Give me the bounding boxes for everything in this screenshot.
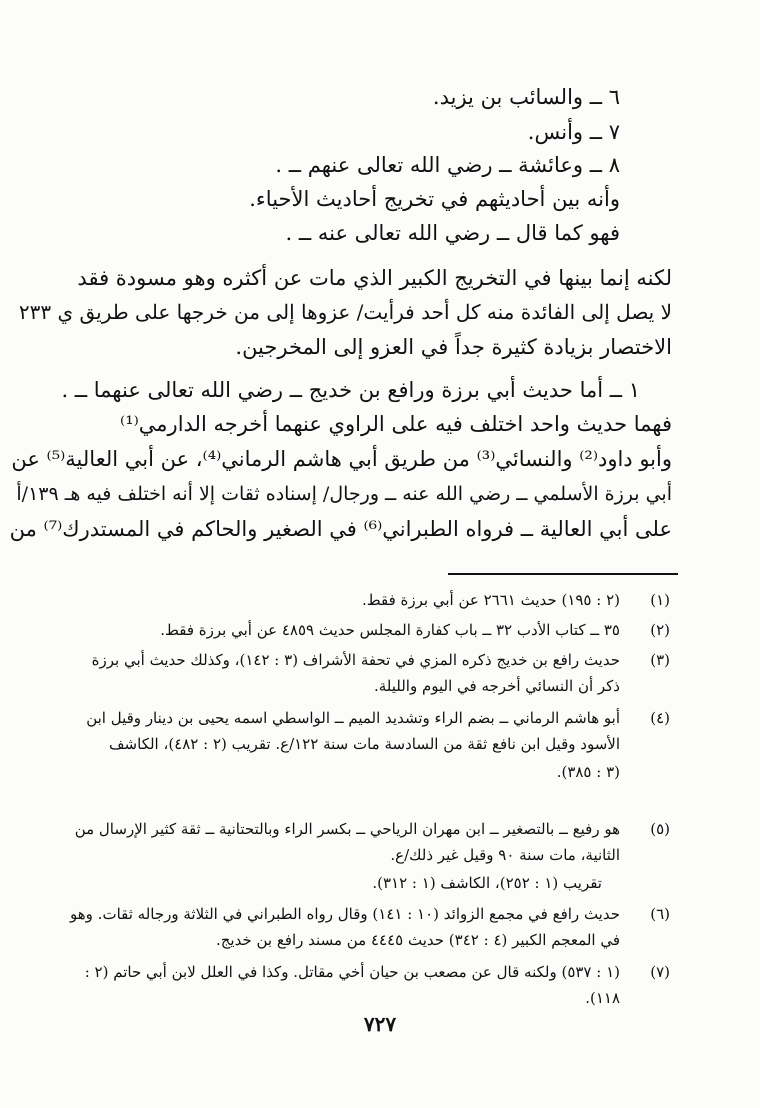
intro-item-7: ٧ ــ وأنس.	[527, 120, 620, 144]
footnote-text: حديث رافع بن خديج ذكره المزي في تحفة الأشراف (٣ : ١٤٢)، وكذلك حديث أبي برزة	[91, 651, 620, 669]
footnote-number: (١)	[650, 591, 670, 609]
intro-quote: فهو كما قال ــ رضي الله تعالى عنه ــ .	[285, 221, 620, 245]
footnote-text: (٣ : ٣٨٥).	[556, 763, 620, 781]
paragraph2-line: وأبو داود⁽²⁾ والنسائي⁽³⁾ من طريق أبي هاشم الرماني⁽⁴⁾، عن أبي العالية⁽⁵⁾ عن	[11, 447, 672, 471]
intro-item-8: ٨ ــ وعائشة ــ رضي الله تعالى عنهم ــ .	[275, 153, 620, 177]
paragraph1-line: الاختصار بزيادة كثيرة جداً في العزو إلى المخرجين.	[235, 335, 672, 359]
footnote-number: (٣)	[650, 651, 670, 669]
intro-statement: وأنه بين أحاديثهم في تخريج أحاديث الأحياء.	[249, 187, 620, 211]
footnote-text: هو رفيع ــ بالتصغير ــ ابن مهران الرياحي ــ بكسر الراء وبالتحتانية ــ ثقة كثير الإرسال من	[74, 820, 620, 838]
paragraph1-line: لكنه إنما بينها في التخريج الكبير الذي مات عن أكثره وهو مسودة فقد	[77, 266, 672, 290]
paragraph2-line: فهما حديث واحد اختلف فيه على الراوي عنهما أخرجه الدارمي⁽¹⁾	[120, 412, 672, 436]
footnote-number: (٢)	[650, 621, 670, 639]
footnote-text: حديث رافع في مجمع الزوائد (١٠ : ١٤١) وقال رواه الطبراني في الثلاثة ورجاله ثقات. وهو	[70, 905, 620, 923]
footnote-text: الثانية، مات سنة ٩٠ وقيل غير ذلك/ع.	[390, 846, 620, 864]
paragraph2-line: أبي برزة الأسلمي ــ رضي الله عنه ــ ورجال/ إسناده ثقات إلا أنه اختلف فيه هـ ١٣٩/أ	[16, 483, 672, 505]
paragraph2-heading: ١ ــ أما حديث أبي برزة ورافع بن خديج ــ رضي الله تعالى عنهما ــ .	[61, 378, 640, 402]
footnote-text: تقريب (١ : ٢٥٢)، الكاشف (١ : ٣١٢).	[372, 874, 602, 892]
footnote-text: ذكر أن النسائي أخرجه في اليوم والليلة.	[373, 677, 620, 695]
footnote-text: ٣٥ ــ كتاب الأدب ٣٢ ــ باب كفارة المجلس حديث ٤٨٥٩ عن أبي برزة فقط.	[160, 621, 620, 639]
paragraph2-line: على أبي العالية ــ فرواه الطبراني⁽⁶⁾ في الصغير والحاكم في المستدرك⁽⁷⁾ من	[9, 517, 672, 541]
footnote-text: ١١٨).	[585, 989, 620, 1007]
footnote-text: (١ : ٥٣٧) ولكنه قال عن مصعب بن حيان أخي مقاتل. وكذا في العلل لابن أبي حاتم (٢ :	[84, 963, 620, 981]
footnote-text: (٢ : ١٩٥) حديث ٢٦٦١ عن أبي برزة فقط.	[362, 591, 620, 609]
footnote-number: (٧)	[650, 963, 670, 981]
footnote-text: الأسود وقيل ابن نافع ثقة من السادسة مات سنة ١٢٢/ع. تقريب (٢ : ٤٨٢)، الكاشف	[109, 735, 620, 753]
intro-item-6: ٦ ــ والسائب بن يزيد.	[432, 85, 620, 109]
paragraph1-line: لا يصل إلى الفائدة منه كل أحد فرأيت/ عزوها إلى من خرجها على طريق ي ٢٣٣	[18, 300, 672, 324]
footnote-text: أبو هاشم الرماني ــ بضم الراء وتشديد الميم ــ الواسطي اسمه يحيى بن دينار وقيل ابن	[86, 709, 620, 727]
footnote-number: (٦)	[650, 905, 670, 923]
footnote-text: في المعجم الكبير (٤ : ٣٤٢) حديث ٤٤٤٥ من مسند رافع بن خديج.	[215, 931, 620, 949]
footnote-number: (٥)	[650, 820, 670, 838]
footnote-number: (٤)	[650, 709, 670, 727]
page-number: ٧٢٧	[363, 1012, 397, 1036]
footnote-separator	[448, 573, 678, 575]
